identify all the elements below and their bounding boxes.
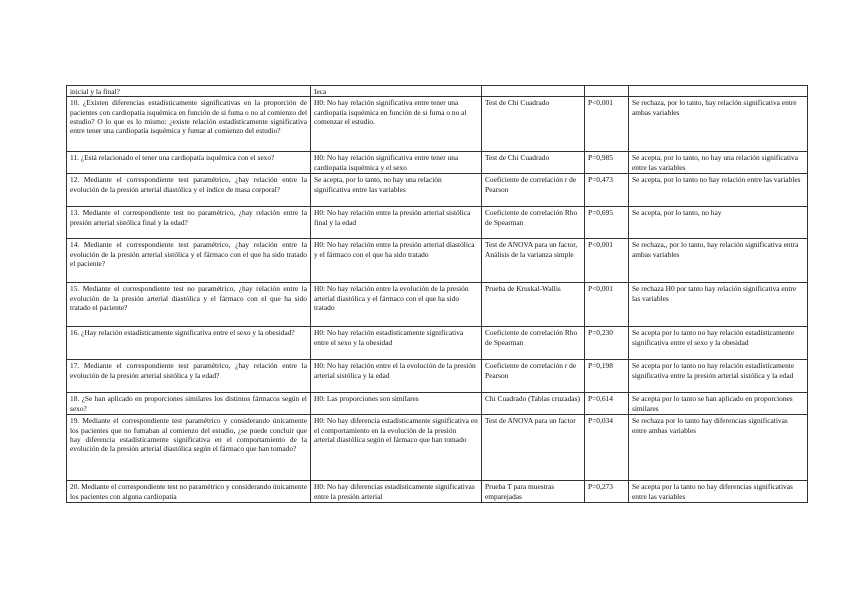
hypothesis-cell: H0: No hay relación significativa entre tener una cardiopatía isquémica y el sexo (311, 152, 482, 174)
p-value-cell: P=0,695 (585, 207, 629, 239)
result-cell: Se acepta, por lo tanto, no hay (629, 207, 808, 239)
table-row (67, 86, 808, 97)
p-value-cell: P=0,614 (585, 393, 629, 415)
table-row (67, 327, 808, 360)
p-value-cell: P<0,001 (585, 239, 629, 283)
result-cell: Se rechaza, por lo tanto, hay relación significativa entre ambas variables (629, 97, 808, 152)
test-cell: Chi Cuadrado (Tablas cruzadas) (482, 393, 585, 415)
hypothesis-cell: H0: No hay diferencia estadísticamente significativa en el comportamiento en la evolución de la presión arterial diastólica según el fármaco que han tomado (311, 415, 482, 481)
table-row (67, 239, 808, 283)
table-row (67, 393, 808, 415)
table-row (67, 174, 808, 207)
result-cell: Se acepta, por lo tanto, no hay una relación significativa entre las variables (629, 152, 808, 174)
test-cell: Coeficiente de correlación Rho de Spearman (482, 327, 585, 360)
table-body (67, 86, 808, 503)
test-cell: Test de ANOVA para un factor, Análisis de la varianza simple (482, 239, 585, 283)
result-cell (629, 86, 808, 97)
p-value-cell: P<0,001 (585, 283, 629, 327)
test-cell: Prueba T para muestras emparejadas (482, 481, 585, 503)
table-row (67, 97, 808, 152)
table-row (67, 207, 808, 239)
hypothesis-cell: Se acepta, por lo tanto, no hay una relación significativa entre las variables (311, 174, 482, 207)
question-cell: 16. ¿Hay relación estadísticamente significativa entre el sexo y la obesidad? (67, 327, 311, 360)
p-value-cell (585, 86, 629, 97)
result-cell: Se acepta por lo tanto se han aplicado en proporciones similares (629, 393, 808, 415)
question-cell: 12. Mediante el correspondiente test paramétrico, ¿hay relación entre la evolución de la presión arterial diastólica y el índice de masa corporal? (67, 174, 311, 207)
p-value-cell: P=0,034 (585, 415, 629, 481)
result-cell: Se acepta por lo tanto no hay relación estadísticamente significativa entre el sexo y la obesidad (629, 327, 808, 360)
question-cell: 18. ¿Se han aplicado en proporciones similares los distintos fármacos según el sexo? (67, 393, 311, 415)
question-cell: 19. Mediante el correspondiente test paramétrico y considerando únicamente los pacientes que no fumaban al comienzo del estudio, ¿se puede concluir que hay diferencia estadísticamente significativa en el comportamiento de la evolución de la presión arterial diastólica según el fármaco que han tomado? (67, 415, 311, 481)
test-cell: Prueba de Kruskal-Wallis (482, 283, 585, 327)
table-row (67, 283, 808, 327)
test-cell: Test de Chi Cuadrado (482, 152, 585, 174)
question-cell: 15. Mediante el correspondiente test no paramétrico, ¿hay relación entre la evolución de la presión arterial diastólica y el fármaco con el que ha sido tratado el paciente? (67, 283, 311, 327)
hypothesis-cell: H0: No hay relación entre la presión arterial diastólica y el fármaco con el que ha sido tratado (311, 239, 482, 283)
result-cell: Se rechaza por lo tanto hay diferencias significativas entre ambas variables (629, 415, 808, 481)
test-cell: Test de Chi Cuadrado (482, 97, 585, 152)
p-value-cell: P<0,001 (585, 97, 629, 152)
hypothesis-cell: H0: No hay relación entre la evolución de la presión arterial diastólica y el fármaco con el que ha sido tratado (311, 283, 482, 327)
table-row (67, 481, 808, 503)
p-value-cell: P=0,473 (585, 174, 629, 207)
p-value-cell: P=0,273 (585, 481, 629, 503)
question-cell: 10. ¿Existen diferencias estadísticamente significativas en la proporción de pacientes con cardiopatía isquémica en función de si fuma o no al comienzo del estudio? O lo que es lo mismo: ¿existe relación estadísticamente significativa entre tener una cardiopatía isquémica y fumar al comienzo del estudio? (67, 97, 311, 152)
question-cell: 11. ¿Está relacionado el tener una cardiopatía isquémica con el sexo? (67, 152, 311, 174)
hypothesis-cell: H0: No hay diferencias estadísticamente significativas entre la presión arterial (311, 481, 482, 503)
statistics-table (66, 85, 808, 503)
table-row (67, 415, 808, 481)
p-value-cell: P=0,985 (585, 152, 629, 174)
hypothesis-cell: H0: Las proporciones son similares (311, 393, 482, 415)
result-cell: Se rechaza H0 por tanto hay relación significativa entre las variables (629, 283, 808, 327)
question-cell: 13. Mediante el correspondiente test no paramétrico, ¿hay relación entre la presión arterial sistólica final y la edad? (67, 207, 311, 239)
result-cell: Se acepta, por lo tanto no hay relación entre las variables (629, 174, 808, 207)
question-cell: 14. Mediante el correspondiente test paramétrico, ¿hay relación entre la evolución de la presión arterial sistólica y el fármaco con el que ha sido tratado el paciente? (67, 239, 311, 283)
hypothesis-cell: H0: No hay relación estadísticamente significativa entre el sexo y la obesidad (311, 327, 482, 360)
result-cell: Se rechaza,, por lo tanto, hay relación significativa entra ambas variables (629, 239, 808, 283)
table-row (67, 360, 808, 393)
hypothesis-cell: Ieca (311, 86, 482, 97)
p-value-cell: P=0,198 (585, 360, 629, 393)
test-cell: Test de ANOVA para un factor (482, 415, 585, 481)
hypothesis-cell: H0: No hay relación significativa entre tener una cardiopatía isquémica en función de si fuma o no al comenzar el estudio. (311, 97, 482, 152)
question-cell: inicial y la final? (67, 86, 311, 97)
result-cell: Se acepta por la tanto no hay diferencias significativas entre las variables (629, 481, 808, 503)
hypothesis-cell: H0: No hay relación entre la presión arterial sistólica final y la edad (311, 207, 482, 239)
question-cell: 20. Mediante el correspondiente test no paramétrico y considerando únicamente los pacientes con alguna cardiopatía (67, 481, 311, 503)
question-cell: 17. Mediante el correspondiente test paramétrico, ¿hay relación entre la evolución de la presión arterial sistólica y la edad? (67, 360, 311, 393)
hypothesis-cell: H0: No hay relación entre el la evolución de la presión arterial sistólica y la edad (311, 360, 482, 393)
test-cell (482, 86, 585, 97)
test-cell: Coeficiente de correlación r de Pearson (482, 360, 585, 393)
result-cell: Se acepta por lo tanto no hay relación estadísticamente significativa entre la presión arterial sistólica y la edad (629, 360, 808, 393)
test-cell: Coeficiente de correlación r de Pearson (482, 174, 585, 207)
table-row (67, 152, 808, 174)
test-cell: Coeficiente de correlación Rho de Spearman (482, 207, 585, 239)
p-value-cell: P=0,230 (585, 327, 629, 360)
